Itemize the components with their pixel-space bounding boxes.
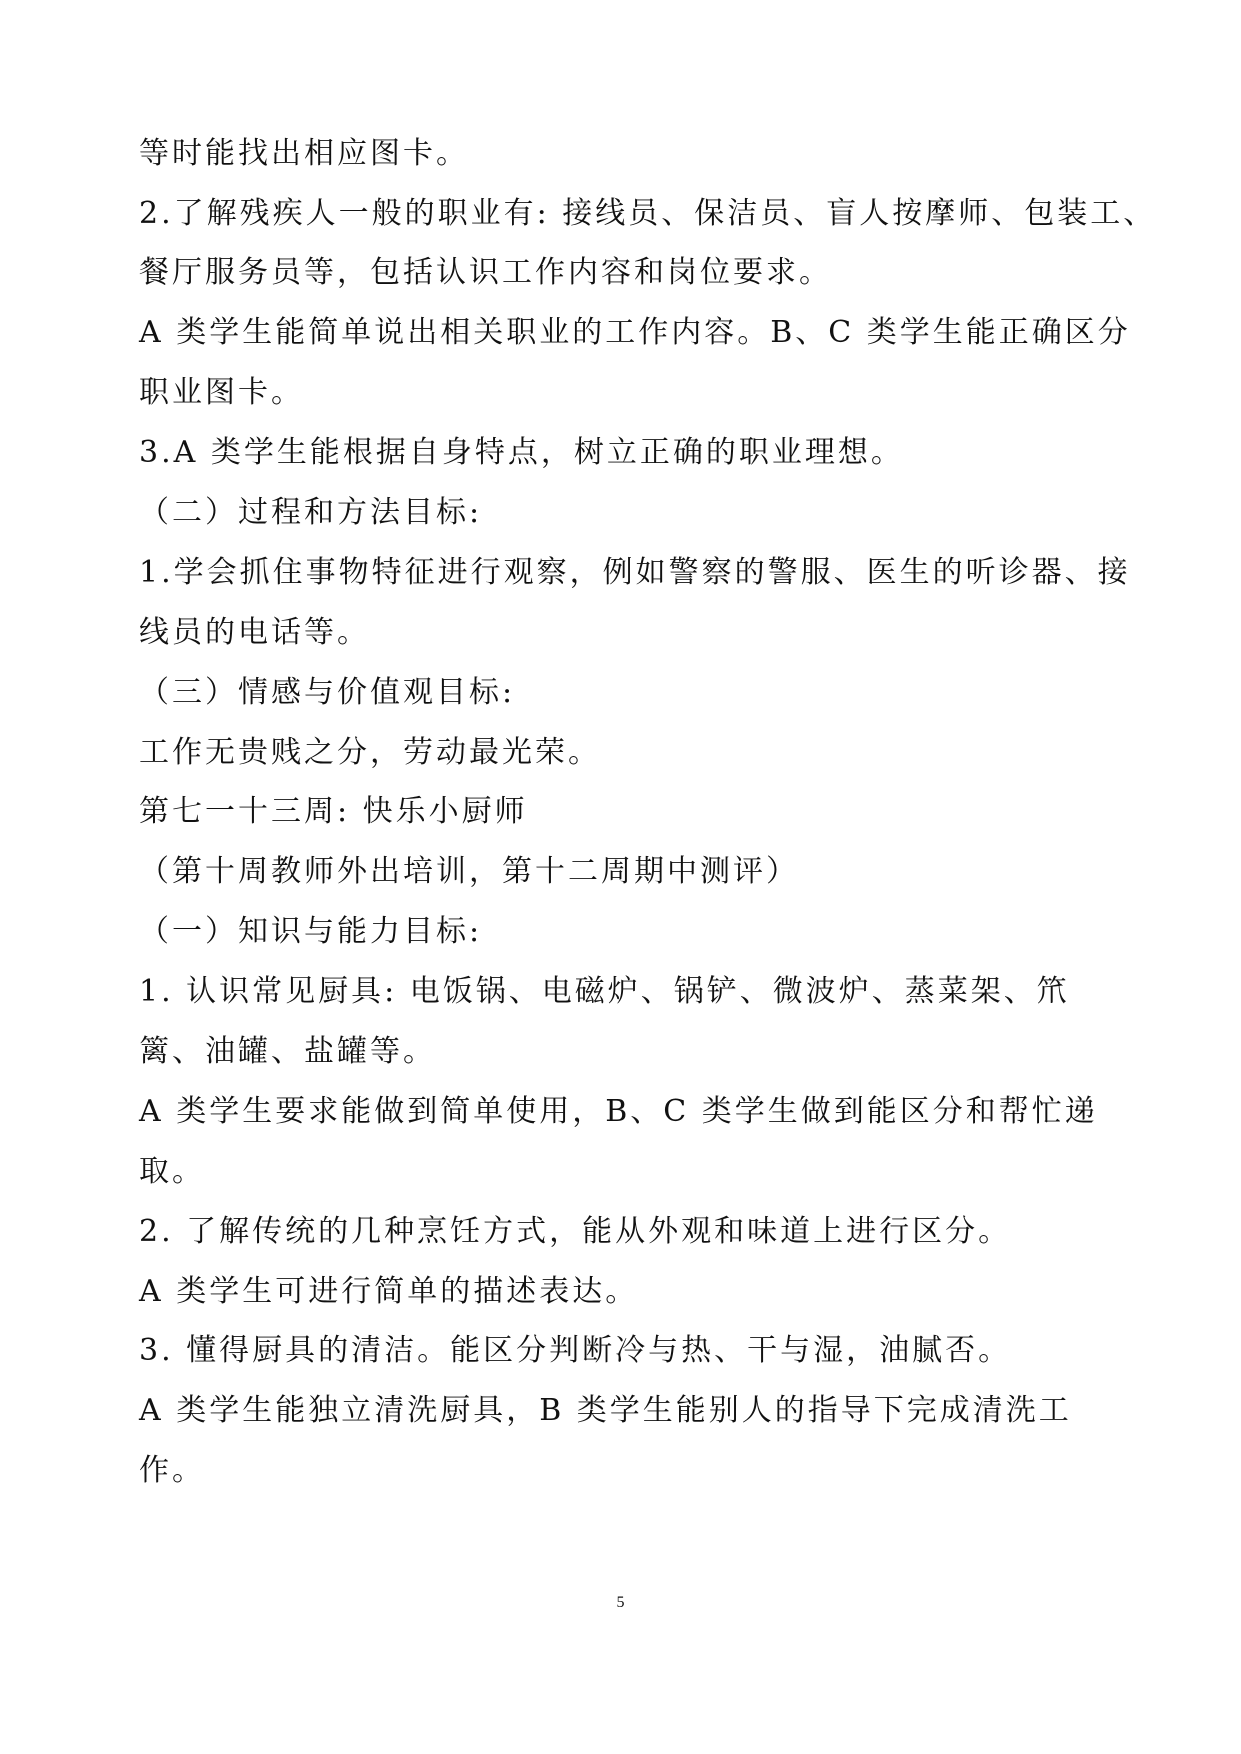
text-line: 3. 懂得厨具的清洁。能区分判断冷与热、干与湿，油腻否。 [139, 1333, 1012, 1368]
text-line: 2. 了解传统的几种烹饪方式，能从外观和味道上进行区分。 [139, 1214, 1012, 1249]
text-line: A 类学生能独立清洗厨具，B 类学生能别人的指导下完成清洗工 [139, 1393, 1072, 1428]
text-line: 2.了解残疾人一般的职业有: 接线员、保洁员、盲人按摩师、包装工、 [139, 196, 1157, 231]
text-line: 篱、油罐、盐罐等。 [139, 1034, 436, 1069]
text-line: 作。 [139, 1453, 205, 1488]
text-line: 等时能找出相应图卡。 [139, 136, 469, 171]
text-line: 取。 [139, 1154, 205, 1189]
text-line: 职业图卡。 [139, 375, 304, 410]
text-line: 1.学会抓住事物特征进行观察，例如警察的警服、医生的听诊器、接 [139, 555, 1131, 590]
text-line: 1. 认识常见厨具: 电饭锅、电磁炉、锅铲、微波炉、蒸菜架、笊 [139, 974, 1070, 1009]
schedule-note: （第十周教师外出培训，第十二周期中测评） [139, 854, 799, 889]
text-line: 餐厅服务员等，包括认识工作内容和岗位要求。 [139, 255, 832, 290]
text-line: A 类学生要求能做到简单使用，B、C 类学生做到能区分和帮忙递 [139, 1094, 1098, 1129]
section-heading: （三）情感与价值观目标: [139, 675, 516, 710]
page-number: 5 [616, 1594, 625, 1611]
text-line: A 类学生能简单说出相关职业的工作内容。B、C 类学生能正确区分 [139, 315, 1131, 350]
text-line: 3.A 类学生能根据自身特点，树立正确的职业理想。 [139, 435, 904, 470]
unit-heading: 第七一十三周: 快乐小厨师 [139, 794, 528, 829]
text-line: A 类学生可进行简单的描述表达。 [139, 1274, 639, 1309]
section-heading: （一）知识与能力目标: [139, 914, 483, 949]
section-heading: （二）过程和方法目标: [139, 495, 483, 530]
text-line: 线员的电话等。 [139, 615, 370, 650]
text-line: 工作无贵贱之分，劳动最光荣。 [139, 735, 601, 770]
